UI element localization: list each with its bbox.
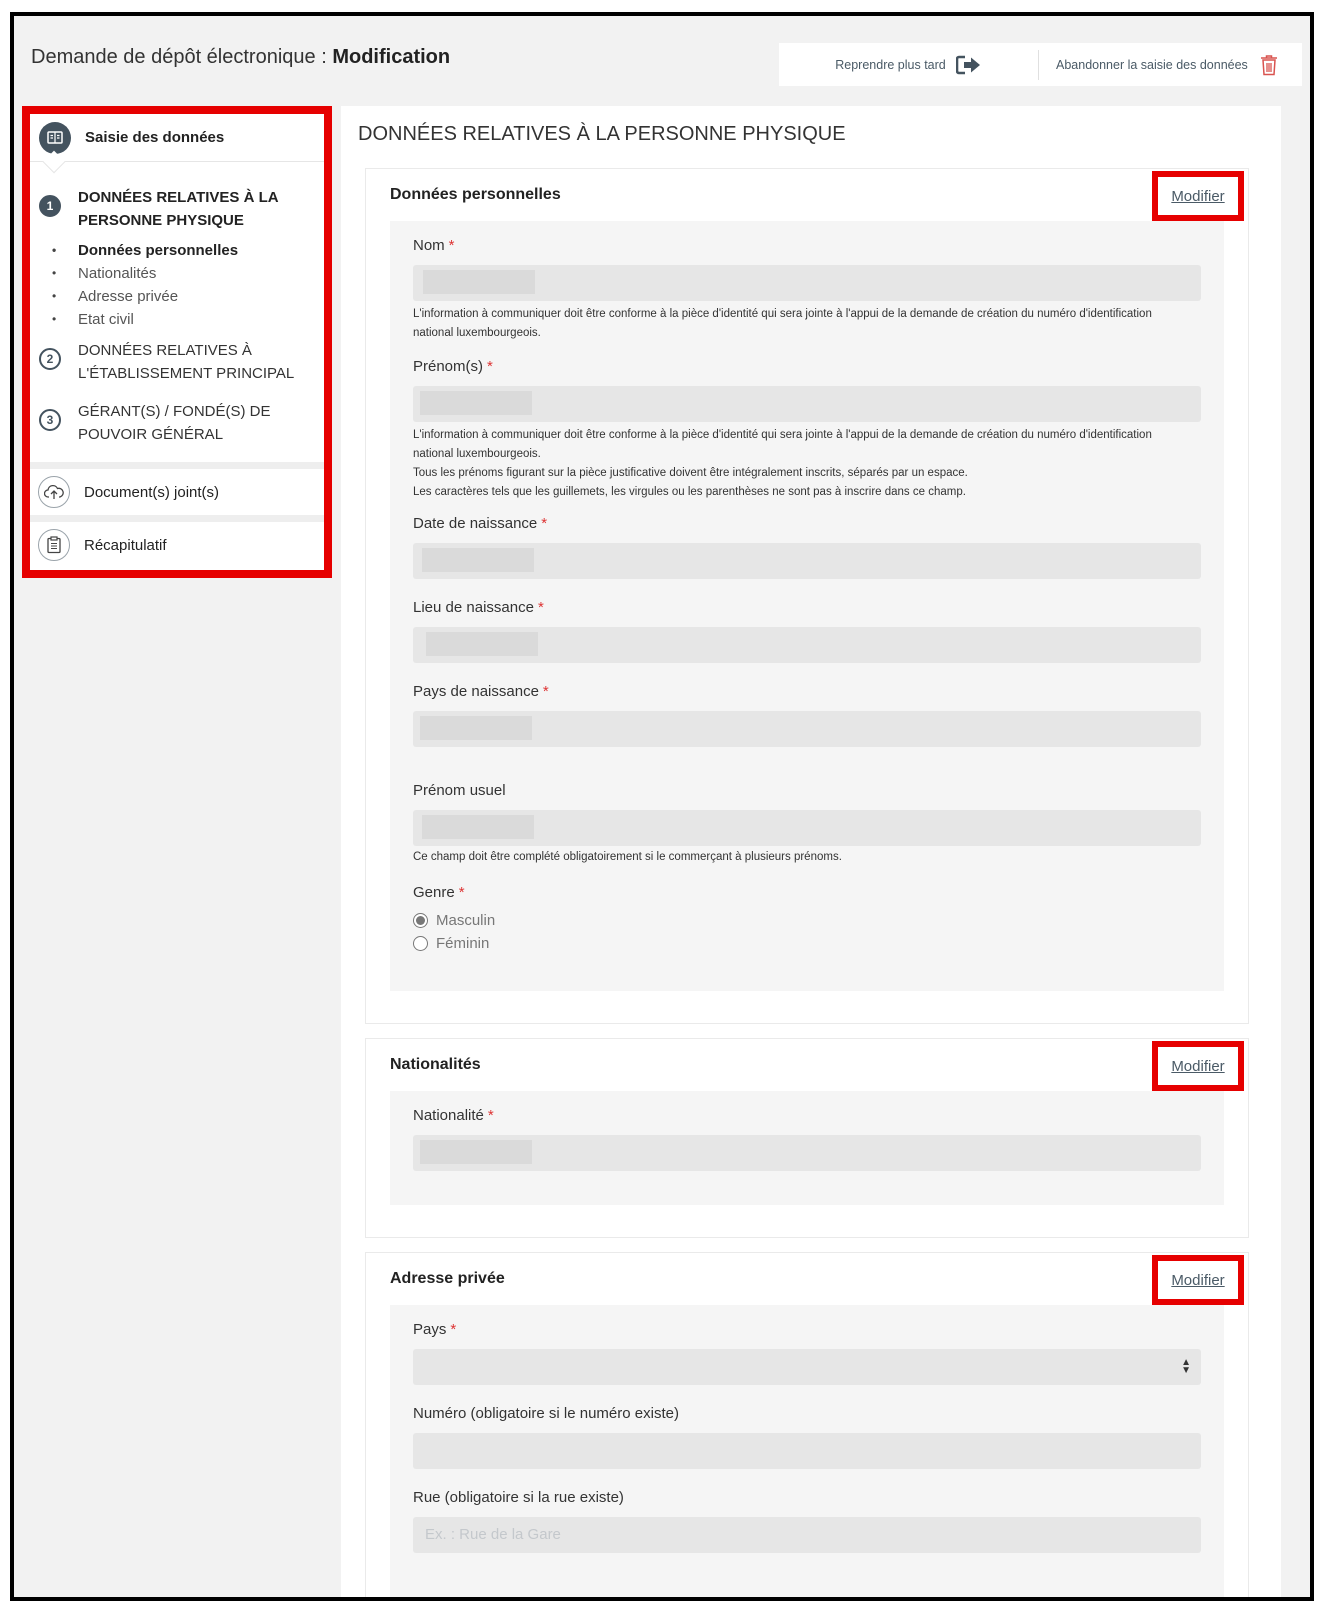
gender-option-masculin[interactable] <box>413 909 1201 932</box>
help-line: national luxembourgeois. <box>413 448 541 460</box>
field-label <box>413 1107 1201 1124</box>
required-marker: * <box>537 599 544 616</box>
gender-radio-group <box>413 909 1201 955</box>
modifier-highlight <box>1152 171 1244 221</box>
section-body <box>390 1091 1224 1205</box>
field-label <box>413 237 1201 254</box>
field-date-naissance <box>413 515 1201 532</box>
sidebar-divider <box>30 462 324 469</box>
redacted-value <box>420 716 532 740</box>
required-marker: * <box>487 358 493 375</box>
gender-option-label: Féminin <box>436 935 490 952</box>
section-title: Données personnelles <box>390 186 561 203</box>
help-line: L'information à communiquer doit être conforme à la pièce d'identité qui sera jointe à l'appui de la demande de création du numéro d'identification <box>413 429 1152 441</box>
section-title: Nationalités <box>390 1056 481 1073</box>
sidebar-item-nationalites[interactable]: • Nationalités <box>52 262 324 285</box>
step-1[interactable] <box>30 186 324 232</box>
birthplace-label: Lieu de naissance <box>413 599 534 616</box>
section-body <box>390 221 1224 991</box>
redacted-value <box>422 815 534 839</box>
field-pays-naissance <box>413 683 1201 700</box>
gender-option-feminin[interactable] <box>413 932 1201 955</box>
street-label: Rue (obligatoire si la rue existe) <box>413 1489 624 1506</box>
field-label <box>413 515 1201 532</box>
prenoms-help-text <box>413 426 1201 502</box>
redacted-value <box>426 632 538 656</box>
field-pays <box>413 1321 1201 1376</box>
prenoms-label: Prénom(s) <box>413 358 484 375</box>
required-marker: * <box>487 1107 494 1124</box>
step-2[interactable] <box>30 339 324 385</box>
field-prenom-usuel <box>413 782 1201 863</box>
resume-later-label: Reprendre plus tard <box>835 57 946 72</box>
required-marker: * <box>458 884 465 901</box>
modifier-link-adresse-privee[interactable]: Modifier <box>1171 1271 1225 1289</box>
help-line: Les caractères tels que les guillemets, les virgules ou les parenthèses ne sont pas à inscrire dans ce champ. <box>413 486 966 498</box>
redacted-value <box>420 391 532 415</box>
redacted-value <box>420 1140 532 1164</box>
field-label <box>413 782 1201 799</box>
step-3-label-line1: GÉRANT(S) / FONDÉ(S) DE <box>78 403 271 420</box>
street-input[interactable] <box>413 1517 1201 1553</box>
sidebar-item-adresse-privee[interactable]: • Adresse privée <box>52 285 324 308</box>
sidebar-divider <box>30 515 324 522</box>
step-2-label-line1: DONNÉES RELATIVES À <box>78 342 252 359</box>
step-1-number: 1 <box>39 195 61 217</box>
field-label <box>413 884 1201 901</box>
radio-checked-icon <box>413 913 428 928</box>
number-input[interactable] <box>413 1433 1201 1469</box>
trash-icon <box>1260 54 1278 76</box>
birthcountry-label: Pays de naissance <box>413 683 539 700</box>
page-title: DONNÉES RELATIVES À LA PERSONNE PHYSIQUE <box>358 123 846 145</box>
help-line: Tous les prénoms figurant sur la pièce justificative doivent être intégralement inscrits, séparés par un espace. <box>413 467 968 479</box>
field-label <box>413 683 1201 700</box>
required-marker: * <box>542 683 549 700</box>
gender-option-label: Masculin <box>436 912 496 929</box>
step-3[interactable] <box>30 400 324 446</box>
field-nationalite <box>413 1107 1201 1124</box>
gender-label: Genre <box>413 884 455 901</box>
nationality-input[interactable] <box>413 1135 1201 1171</box>
birthdate-label: Date de naissance <box>413 515 538 532</box>
country-select[interactable] <box>413 1349 1201 1385</box>
step-list <box>30 162 324 446</box>
required-marker: * <box>450 1321 457 1338</box>
step-2-label <box>78 339 294 385</box>
field-nom <box>413 237 1201 339</box>
section-body <box>390 1305 1224 1601</box>
sidebar-item-documents-label: Document(s) joint(s) <box>84 483 220 501</box>
usual-name-help-text: Ce champ doit être complété obligatoirement si le commerçant à plusieurs prénoms. <box>413 851 842 863</box>
field-label <box>413 1321 1201 1338</box>
step-3-label <box>78 400 271 446</box>
number-label: Numéro (obligatoire si le numéro existe) <box>413 1405 679 1422</box>
modifier-highlight <box>1152 1041 1244 1091</box>
radio-unchecked-icon <box>413 936 428 951</box>
birthplace-input[interactable] <box>413 627 1201 663</box>
app-title-prefix: Demande de dépôt électronique : <box>31 46 333 68</box>
field-label <box>413 358 1201 375</box>
section-donnees-personnelles <box>365 168 1249 1024</box>
sidebar-heading-label: Saisie des données <box>85 129 225 146</box>
field-rue <box>413 1489 1201 1543</box>
step-3-label-line2: POUVOIR GÉNÉRAL <box>78 426 224 443</box>
field-numero <box>413 1405 1201 1422</box>
form-entry-icon <box>39 122 71 154</box>
field-prenoms <box>413 358 1201 498</box>
usual-name-label: Prénom usuel <box>413 782 506 799</box>
abandon-entry-button[interactable] <box>1039 43 1278 86</box>
sidebar-item-recapitulatif-label: Récapitulatif <box>84 536 167 554</box>
nom-input[interactable] <box>413 265 1201 301</box>
step-3-number: 3 <box>39 409 61 431</box>
step-2-label-line2: L'ÉTABLISSEMENT PRINCIPAL <box>78 365 295 382</box>
required-marker: * <box>448 237 455 254</box>
modifier-link-nationalites[interactable]: Modifier <box>1171 1057 1225 1075</box>
abandon-entry-label: Abandonner la saisie des données <box>1056 57 1248 72</box>
sidebar-item-documents[interactable] <box>30 469 324 515</box>
help-line: national luxembourgeois. <box>413 327 541 339</box>
nom-label: Nom <box>413 237 445 254</box>
nationality-label: Nationalité <box>413 1107 484 1124</box>
nom-help-text <box>413 305 1201 343</box>
main-content <box>341 106 1281 1601</box>
country-label: Pays <box>413 1321 447 1338</box>
step-1-label-line2: PERSONNE PHYSIQUE <box>78 212 244 229</box>
app-title <box>31 46 450 69</box>
step-1-subitems <box>30 239 324 331</box>
birthcountry-input[interactable] <box>413 711 1201 747</box>
resume-later-button[interactable] <box>779 50 1039 80</box>
modifier-highlight <box>1152 1255 1244 1305</box>
usual-name-input[interactable] <box>413 810 1201 846</box>
step-2-number: 2 <box>39 348 61 370</box>
prenoms-input[interactable] <box>413 386 1201 422</box>
modifier-link-donnees-personnelles[interactable]: Modifier <box>1171 187 1225 205</box>
required-marker: * <box>541 515 548 532</box>
screenshot-frame <box>10 12 1314 1601</box>
section-adresse-privee <box>365 1252 1249 1601</box>
help-line: L'information à communiquer doit être conforme à la pièce d'identité qui sera jointe à l'appui de la demande de création du numéro d'identification <box>413 308 1152 320</box>
section-title: Adresse privée <box>390 1270 505 1287</box>
select-arrows-icon: ▲ ▼ <box>1181 1357 1191 1376</box>
sidebar-item-donnees-personnelles[interactable]: • Données personnelles <box>52 239 324 262</box>
redacted-value <box>422 548 534 572</box>
sidebar-nav <box>22 106 332 578</box>
clipboard-icon <box>38 529 70 561</box>
field-label <box>413 1405 1201 1422</box>
step-1-label-line1: DONNÉES RELATIVES À LA <box>78 189 279 206</box>
sidebar-heading[interactable] <box>30 114 324 162</box>
sidebar-item-recapitulatif[interactable] <box>30 522 324 568</box>
street-placeholder: Ex. : Rue de la Gare <box>425 1526 561 1543</box>
exit-arrow-icon <box>956 54 982 76</box>
field-label <box>413 1489 1201 1506</box>
field-label <box>413 599 1201 616</box>
birthdate-input[interactable] <box>413 543 1201 579</box>
header-actions <box>779 43 1302 86</box>
app-title-mode: Modification <box>332 46 451 68</box>
field-genre <box>413 884 1201 955</box>
section-nationalites <box>365 1038 1249 1238</box>
redacted-value <box>423 270 535 294</box>
cloud-upload-icon <box>38 476 70 508</box>
field-lieu-naissance <box>413 599 1201 616</box>
step-1-label <box>78 186 279 232</box>
sidebar-item-etat-civil[interactable]: • Etat civil <box>52 308 324 331</box>
